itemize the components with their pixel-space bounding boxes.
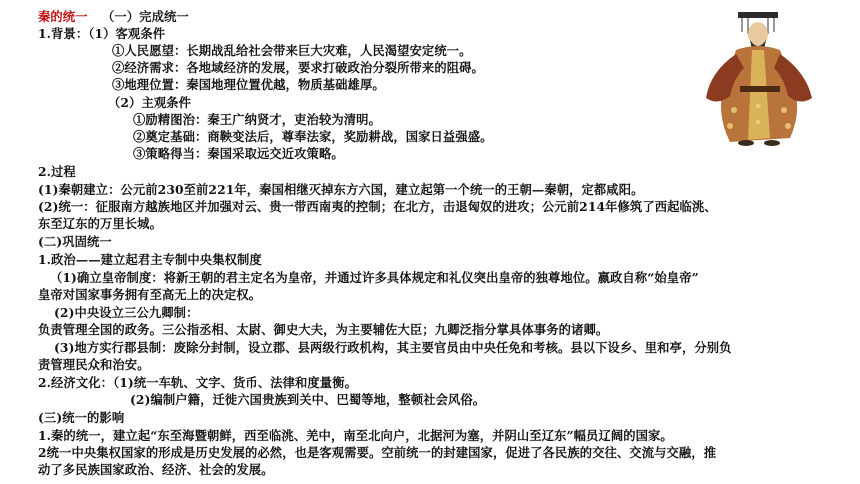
emperor-figure-illustration: [700, 6, 818, 148]
economy-culture-item-1: 2.经济文化：（1)统一车轨、文字、货币、法律和度量衡。: [38, 375, 357, 390]
impact-item-2-cont: 动了多民族国家政治、经济、社会的发展。: [38, 462, 274, 477]
consolidation-heading: (二)巩固统一: [38, 234, 112, 249]
section-title: [38, 8, 189, 25]
title-qin-unification: 秦的统一: [38, 9, 88, 24]
impact-item-1: 1.秦的统一，建立起“东至海暨朝鲜，西至临洮、羌中，南至北向户，北据河为塞，并阴山至辽东”幅员辽阔的国家。: [38, 428, 673, 443]
objective-item-1: ①人民愿望：长期战乱给社会带来巨大灾难，人民渴望安定统一。: [112, 43, 472, 58]
title-complete-unification: （一）完成统一: [101, 9, 189, 24]
process-item-2: (2)统一：征服南方越族地区并加强对云、贵一带西南夷的控制；在北方，击退匈奴的进攻；公元前214年修筑了西起临洮、: [38, 199, 717, 214]
background-heading: 1.背景：（1）客观条件: [38, 26, 166, 41]
left-shoe: [738, 140, 754, 146]
politics-item-3-cont: 责管理民众和治安。: [38, 357, 150, 372]
politics-item-2: (2)中央设立三公九卿制：: [54, 305, 199, 320]
process-item-1: (1)秦朝建立：公元前230至前221年，秦国相继灭掉东方六国，建立起第一个统一的王朝—秦朝，定都咸阳。: [38, 182, 644, 197]
objective-item-3: ③地理位置：秦国地理位置优越，物质基础雄厚。: [112, 77, 385, 92]
economy-culture-item-2: (2)编制户籍，迁徙六国贵族到关中、巴蜀等地，整顿社会风俗。: [130, 392, 486, 407]
process-heading: 2.过程: [38, 164, 76, 179]
subjective-item-1: ①励精图治：秦王广纳贤才，吏治较为清明。: [133, 112, 381, 127]
subjective-item-2: ②奠定基础：商鞅变法后，尊奉法家，奖励耕战，国家日益强盛。: [133, 129, 493, 144]
politics-item-1-cont: 皇帝对国家事务拥有至高无上的决定权。: [38, 287, 262, 302]
politics-item-3: (3)地方实行郡县制：废除分封制，设立郡、县两级行政机构，其主要官员由中央任免和考核。县以下设乡、里和亭，分别负: [54, 340, 732, 355]
crown-board: [738, 12, 778, 18]
impact-heading: (三)统一的影响: [38, 410, 125, 425]
belt: [740, 86, 780, 92]
process-item-2-cont: 东至辽东的万里长城。: [38, 216, 162, 231]
politics-item-1: （1)确立皇帝制度：将新王朝的君主定名为皇帝，并通过许多具体规定和礼仪突出皇帝的独尊地位。嬴政自称“始皇帝”: [50, 270, 699, 285]
right-shoe: [764, 140, 780, 146]
politics-heading: 1.政治——建立起君主专制中央集权制度: [38, 252, 262, 267]
politics-item-2-desc: 负责管理全国的政务。三公指丞相、太尉、御史大夫，为主要辅佐大臣；九卿泛指分掌具体事务的诸卿。: [38, 322, 609, 337]
subjective-item-3: ③策略得当：秦国采取远交近攻策略。: [133, 146, 344, 161]
subjective-heading: （2）主观条件: [108, 95, 192, 110]
impact-item-2: 2统一中央集权国家的形成是历史发展的必然，也是客观需要。空前统一的封建国家，促进了各民族的交往、交流与交融，推: [38, 445, 717, 460]
objective-item-2: ②经济需求：各地域经济的发展，要求打破政治分裂所带来的阻碍。: [112, 60, 484, 75]
